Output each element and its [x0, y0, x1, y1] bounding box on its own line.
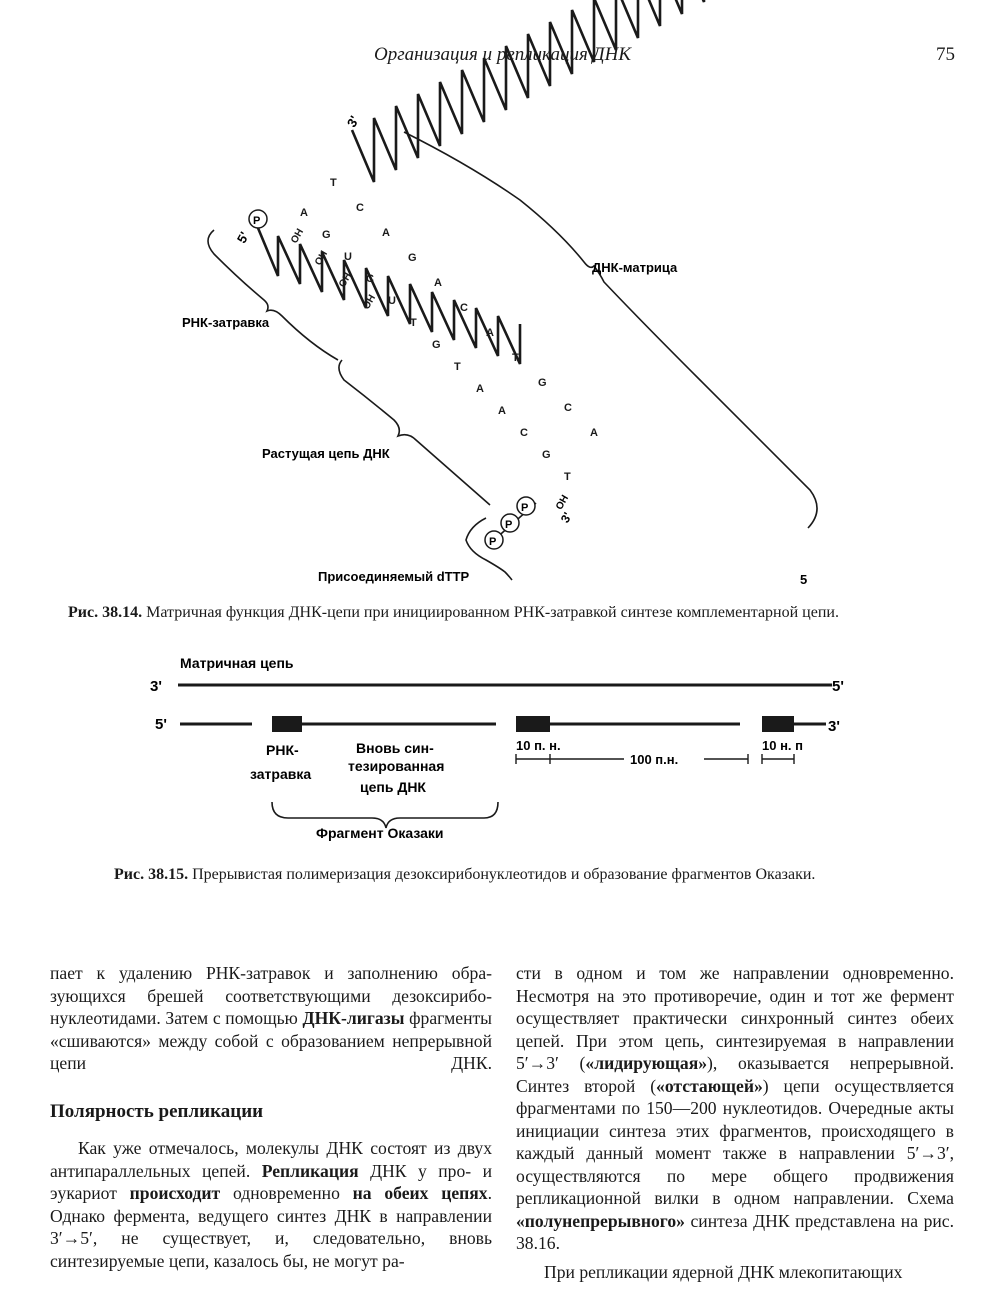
text-run: пает к удалению РНК-затравок и заполнению образующихся брешей соответствующими дезоксирибонуклеотидами. Затем с помощью: [50, 963, 492, 1028]
term-occurs: происходит: [129, 1183, 221, 1203]
text-run: фрагменты «сшиваются» между собой с образованием непрерывной цепи ДНК.: [50, 1008, 492, 1073]
top-left-end: 3': [150, 678, 162, 695]
label-3prime-bottom: 3': [557, 509, 575, 526]
new-strand-base: G: [322, 229, 331, 241]
text-run: ДНК у про- и эукариот: [50, 1160, 492, 1203]
new-strand-base: G: [542, 449, 551, 461]
term-both-strands: на обеих цепях: [352, 1183, 488, 1203]
primer-brace: [208, 230, 338, 360]
page-number: 75: [936, 44, 955, 65]
figure-38-15: [0, 640, 1005, 860]
text-run: . Однако фермента, ведущего синтез ДНК в направлении 3′→5′, не существует, и, следовательно, вновь синтезируемые цепи, казалось бы, не могут ра-: [50, 1183, 493, 1271]
primer-label-line1: РНК-: [266, 742, 299, 758]
template-base: A: [486, 327, 494, 339]
figure-38-14-caption-text: Матричная функция ДНК-цепи при инициированном РНК-затравкой синтезе комплементарной цепи.: [146, 604, 839, 621]
phosphate-1-label: P: [489, 536, 497, 548]
new-strand-base: A: [498, 405, 506, 417]
new-strand-base: A: [476, 383, 484, 395]
bottom-left-end: 5': [155, 716, 167, 733]
figure-38-14-caption-number: Рис. 38.14.: [68, 604, 143, 621]
paragraph-right-2: При репликации ядерной ДНК млекопитающих: [544, 1261, 903, 1282]
primer-block-2: [516, 716, 550, 732]
label-template: ДНК-матрица: [592, 260, 678, 275]
figure-38-15-caption: [114, 866, 934, 884]
label-5prime-primer: 5': [233, 229, 252, 246]
new-strand-base: T: [564, 471, 571, 483]
term-replication: Репликация: [261, 1160, 359, 1181]
primer-block-3: [762, 716, 794, 732]
template-base: C: [460, 302, 468, 314]
text-run: сти в одном и том же направлении одновременно. Несмотря на это противоречие, один и тот же фермент осуществляет практически синхронный синтез обеих цепей. При этом цепь, синтезируемая в направлении 5′→3′ (: [516, 963, 954, 1073]
term-lagging: «отстающей»: [656, 1075, 763, 1096]
primer-block-1: [272, 716, 302, 732]
term-dna-ligase: ДНК-лигазы: [302, 1008, 405, 1028]
hydroxyl-label: OH: [337, 271, 355, 290]
template-base: A: [434, 277, 442, 289]
text-run: синтеза ДНК представлена на рис. 38.16.: [516, 1210, 954, 1253]
text-run: одновременно: [220, 1183, 353, 1203]
term-semicontinuous: «полунепрерывного»: [516, 1210, 685, 1231]
new-strand-base: T: [454, 361, 461, 373]
template-base: A: [382, 227, 390, 239]
figure-38-15-caption-text: Прерывистая полимеризация дезоксирибонуклеотидов и образование фрагментов Оказаки.: [192, 866, 816, 883]
size-label-10: 10 п. н.: [516, 738, 561, 753]
new-strand-label-line1: Вновь син-: [356, 740, 434, 756]
left-column: [50, 962, 492, 1272]
right-column: [516, 962, 954, 1283]
label-growing: Растущая цепь ДНК: [262, 446, 390, 461]
new-strand-base: U: [344, 251, 352, 263]
top-right-end: 5': [832, 678, 844, 695]
section-heading: Полярность репликации: [50, 1100, 264, 1122]
label-primer: РНК-затравка: [182, 315, 270, 330]
new-strand-label-line3: цепь ДНК: [360, 779, 426, 795]
text-run: ), оказывается непрерывной. Синтез второй (: [516, 1053, 954, 1096]
template-base: T: [330, 177, 337, 189]
new-strand-base: A: [300, 207, 308, 219]
template-base: C: [564, 402, 572, 414]
template-base: G: [538, 377, 547, 389]
size-label-10b: 10 н. п: [762, 738, 803, 753]
bottom-right-end: 3': [828, 718, 840, 735]
phosphate-primer-label: P: [253, 215, 261, 227]
phosphate-3-label: P: [521, 502, 529, 514]
okazaki-label: Фрагмент Оказаки: [316, 825, 444, 841]
new-strand-label-line2: тезированная: [348, 758, 445, 774]
template-strand: [352, 0, 770, 182]
running-header: Организация и репликация ДНК: [374, 44, 631, 65]
figure-38-14-caption: [68, 604, 948, 622]
paragraph-right-1: [516, 962, 954, 1255]
template-base: C: [356, 202, 364, 214]
text-run: ) цепи осуществляется фрагментами по 150—200 нуклеотидов. Очередные акты инициации синтеза этих фрагментов, происходящего в каждый данный момент также в направлении 5′→3′, осуществляются по мере общего продвижения репликационной вилки в одном направлении. Схема: [516, 1075, 954, 1208]
label-5prime-bottom: 5: [800, 572, 808, 587]
new-strand-base: T: [410, 317, 417, 329]
hydroxyl-label: OH: [361, 293, 379, 312]
growing-brace: [339, 360, 490, 505]
text-run: Как уже отмечалось, молекулы ДНК состоят из двух антипараллельных цепей.: [50, 1138, 492, 1181]
new-strand-base: C: [366, 273, 374, 285]
hydroxyl-label: OH: [289, 227, 307, 246]
figure-38-15-caption-number: Рис. 38.15.: [114, 866, 189, 883]
size-label-100: 100 п.н.: [630, 752, 679, 767]
template-base: G: [408, 252, 417, 264]
new-strand-base: U: [388, 295, 396, 307]
new-strand-base: C: [520, 427, 528, 439]
paragraph-left-1: [50, 962, 492, 1075]
phosphate-2-label: P: [505, 519, 513, 531]
template-base: A: [590, 427, 598, 439]
paragraph-left-2: [50, 1137, 492, 1272]
template-brace: [404, 132, 817, 528]
hydroxyl-label: OH: [313, 249, 331, 268]
dttp-oh-label: OH: [554, 493, 572, 512]
label-dttp: Присоединяемый dTTP: [318, 569, 470, 584]
template-base: T: [512, 352, 519, 364]
primer-label-line2: затравка: [250, 766, 312, 782]
new-strand-base: G: [432, 339, 441, 351]
term-leading: «лидирующая»: [585, 1053, 708, 1073]
figure-38-14: [0, 0, 1005, 600]
label-3prime-top: 3': [343, 113, 362, 130]
template-strand-label: Матричная цепь: [180, 655, 294, 671]
